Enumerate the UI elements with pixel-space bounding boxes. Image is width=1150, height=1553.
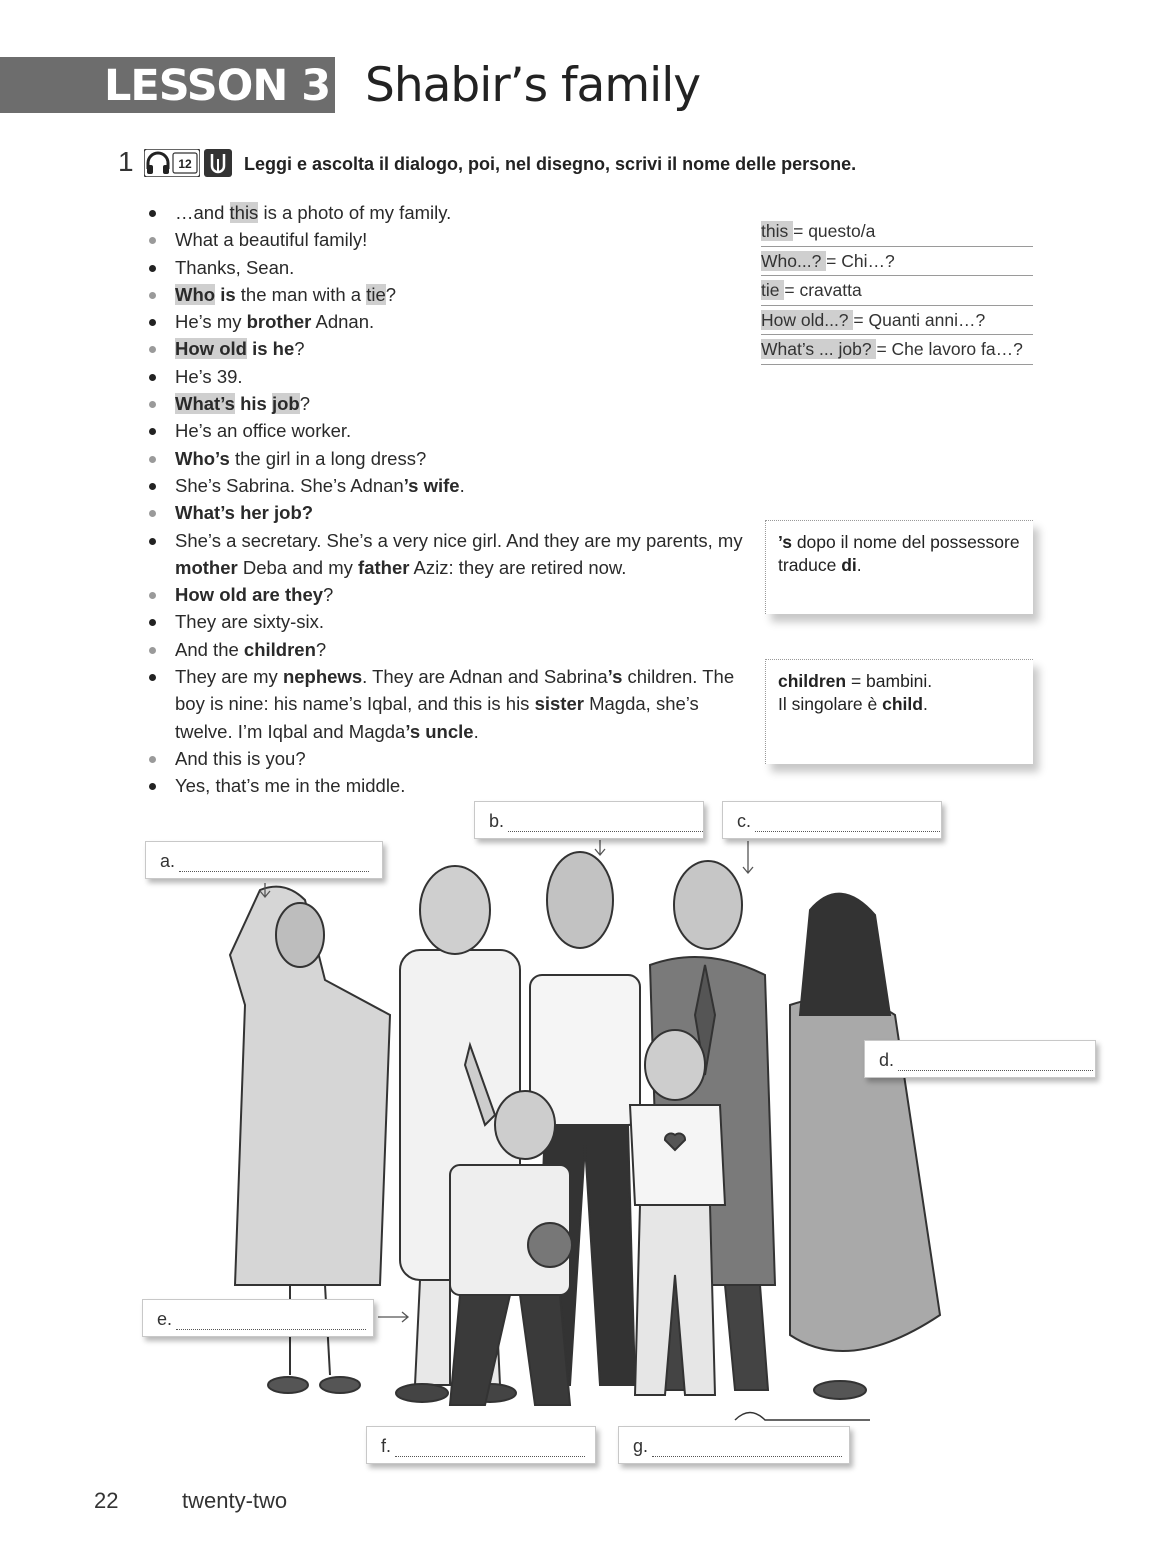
answer-field-e[interactable]: e. <box>142 1299 374 1337</box>
page-number-word: twenty-two <box>182 1488 288 1513</box>
glossary-term: Who...? <box>761 250 827 271</box>
dialog-line <box>148 608 748 635</box>
text-run: . They are Adnan and Sabrina <box>362 666 608 688</box>
text-run: ? <box>294 338 305 360</box>
text-run: = bambini. <box>846 671 933 691</box>
text-run: is a photo of my family. <box>258 202 452 223</box>
dialog-line <box>148 226 748 253</box>
glossary-entry <box>761 306 1033 336</box>
dialog-line <box>148 308 748 335</box>
glossary-definition: = Che lavoro fa…? <box>876 339 1023 360</box>
write-icon <box>204 149 232 177</box>
highlighted-term: How old <box>175 338 247 360</box>
bold-term: di <box>841 555 857 575</box>
note-children-line2 <box>778 693 1021 716</box>
glossary-term: tie <box>761 280 785 301</box>
bold-term: mother <box>175 556 238 578</box>
text-run: …and <box>175 202 230 223</box>
exercise-instruction: Leggi e ascolta il dialogo, poi, nel disegno, scrivi il nome delle persone. <box>244 154 857 174</box>
dialog-line <box>148 663 748 745</box>
bold-term: nephews <box>282 666 363 688</box>
text-run: They are sixty-six. <box>175 611 325 633</box>
bold-term: child <box>882 694 923 714</box>
bold-term: is <box>220 283 236 305</box>
answer-field-a[interactable]: a. <box>145 841 383 879</box>
text-run: Il singolare è <box>778 694 883 714</box>
text-run: the girl in a long dress? <box>229 447 427 469</box>
answer-field-g[interactable]: g. <box>618 1426 850 1464</box>
text-run: ? <box>323 584 334 606</box>
figure-sabrina <box>790 894 940 1399</box>
bold-term: ’s uncle <box>405 720 474 742</box>
page-number: 22 <box>94 1488 119 1513</box>
bold-term: is he <box>252 338 295 360</box>
bold-term: his <box>240 393 267 415</box>
dialog-line <box>148 335 748 362</box>
text-run: Deba and my <box>237 556 359 578</box>
text-run: Thanks, Sean. <box>175 256 295 278</box>
dialog-line <box>148 417 748 444</box>
track-number: 12 <box>178 157 192 171</box>
dialog-line <box>148 254 748 281</box>
highlighted-term: tie <box>366 283 386 305</box>
text-run: dopo il nome del possessore traduce <box>778 532 1020 575</box>
bold-term: brother <box>246 311 312 333</box>
text-run: children. The boy is nine: his name’s Iqbal, and this is his <box>175 666 735 715</box>
text-run: Magda, she’s twelve. I’m Iqbal and Magda <box>175 693 699 742</box>
text-run: ? <box>299 393 311 415</box>
text-run: She’s a secretary. She’s a very nice girl. And they are my parents, my <box>175 529 743 551</box>
glossary-definition: = cravatta <box>784 280 862 301</box>
headphones-icon[interactable] <box>144 149 200 177</box>
glossary-entry <box>761 276 1033 306</box>
text-run: Adnan. <box>311 311 375 333</box>
glossary-entry <box>761 247 1033 277</box>
text-run: . <box>473 720 479 742</box>
arrow-c <box>743 841 753 873</box>
family-illustration <box>150 815 1000 1435</box>
text-run: . <box>459 474 465 496</box>
text-run: the man with a <box>235 283 367 305</box>
dialog-line <box>148 636 748 663</box>
lesson-number: LESSON 3 <box>104 61 331 111</box>
glossary-definition: = Quanti anni…? <box>853 309 986 330</box>
dialog-line <box>148 445 748 472</box>
dialog-line <box>148 499 748 526</box>
glossary-term: What’s ... job? <box>761 339 877 360</box>
glossary-definition: = questo/a <box>793 221 876 241</box>
dialog-line <box>148 363 748 390</box>
dialog-line <box>148 390 748 417</box>
arrow-e <box>378 1312 408 1322</box>
text-run: He’s 39. <box>175 365 243 387</box>
highlighted-term: job <box>271 393 300 415</box>
answer-field-b[interactable]: b. <box>474 801 704 839</box>
text-run: . <box>856 555 862 575</box>
bold-term: children <box>778 671 847 691</box>
text-run: And the <box>175 638 244 660</box>
glossary-term: How old...? <box>761 309 854 330</box>
artist-signature <box>735 1413 870 1421</box>
highlighted-term: Who <box>175 283 216 305</box>
text-run: They are my <box>175 666 283 688</box>
highlighted-term: this <box>229 202 259 223</box>
text-run: Yes, that’s me in the middle. <box>175 775 406 797</box>
bold-term: What’s her job? <box>175 502 314 524</box>
answer-field-f[interactable]: f. <box>366 1426 596 1464</box>
answer-field-c[interactable]: c. <box>722 801 942 839</box>
note-possessive <box>765 520 1033 614</box>
glossary-term: this <box>761 221 794 241</box>
page-title: Shabir’s family <box>365 58 701 113</box>
bold-term: Who’s <box>175 447 230 469</box>
glossary-definition: = Chi…? <box>826 250 895 271</box>
arrow-b <box>595 840 605 855</box>
note-possessive-text <box>778 531 1021 577</box>
dialog-line <box>148 772 748 799</box>
highlighted-term: What’s <box>175 393 235 415</box>
note-children-line1 <box>778 670 1021 693</box>
text-run: He’s my <box>175 311 247 333</box>
bold-term: ’s wife <box>403 474 460 496</box>
text-run: She’s Sabrina. She’s Adnan <box>175 474 404 496</box>
text-run: He’s an office worker. <box>175 420 352 442</box>
bold-term: sister <box>534 693 584 715</box>
bold-term: father <box>358 556 410 578</box>
glossary <box>761 217 1033 365</box>
bold-term: children <box>243 638 316 660</box>
text-run: ? <box>385 283 397 305</box>
dialog-list <box>148 199 748 800</box>
exercise-number: 1 <box>118 146 134 177</box>
dialog-line <box>148 281 748 308</box>
dialog-line <box>148 472 748 499</box>
dialog-line <box>148 581 748 608</box>
text-run: ? <box>315 638 327 660</box>
dialog-line <box>148 199 748 226</box>
answer-field-d[interactable]: d. <box>864 1040 1096 1078</box>
text-run: What a beautiful family! <box>175 229 368 251</box>
bold-term: ’s <box>607 666 623 688</box>
glossary-entry <box>761 335 1033 365</box>
glossary-entry <box>761 217 1033 247</box>
text-run: . <box>922 694 928 714</box>
bold-term: ’s <box>778 532 792 552</box>
dialog-line <box>148 745 748 772</box>
text-run: Aziz: they are retired now. <box>409 556 627 578</box>
text-run: And this is you? <box>175 747 306 769</box>
note-children <box>765 659 1033 764</box>
dialog-line <box>148 527 748 582</box>
bold-term: How old are they <box>175 584 324 606</box>
